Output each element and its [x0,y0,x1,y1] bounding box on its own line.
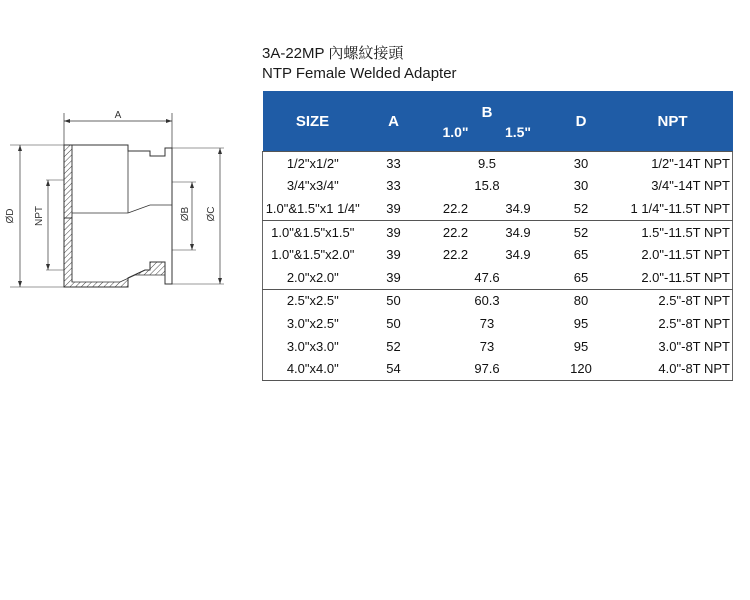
table-row [263,175,733,198]
cell-b-1-0: 22.2 [442,247,469,263]
cell-d: 65 [573,247,589,263]
table-row [263,152,733,175]
cell-size: 1.0"&1.5"x2.0" [271,247,355,263]
table-row [263,357,733,380]
table-row [263,335,733,358]
cell-size: 4.0"x4.0" [263,357,363,380]
product-title-chinese: 3A-22MP 內螺紋接頭 [262,45,404,62]
cell-size: 3/4"x3/4" [286,178,339,194]
cell-a: 39 [363,266,425,289]
cell-b: 60.3 [474,293,500,309]
table-row [263,197,733,220]
cell-npt: 1 1/4"-11.5T NPT [613,197,733,220]
cell-npt: 2.0"-11.5T NPT [613,266,733,289]
adapter-body [64,145,172,287]
cell-size: 3.0"x2.5" [286,315,339,331]
cell-a: 33 [386,178,401,194]
cell-d: 120 [550,357,613,380]
table-row [263,289,733,312]
cell-b-1-5: 34.9 [505,247,531,263]
cell-a: 52 [386,338,401,354]
header-size: SIZE [263,91,363,152]
dimension-b [172,182,196,250]
header-b: B [425,91,550,123]
cell-size: 1.0"&1.5"x1.5" [271,224,355,240]
cell-b: 73 [479,338,495,354]
cell-b-1-0: 22.2 [442,224,469,240]
table-row [263,266,733,289]
cell-a: 54 [363,357,425,380]
header-npt: NPT [613,91,733,152]
cell-b: 73 [479,315,495,331]
cell-npt: 2.0"-11.5T NPT [641,247,730,263]
cell-size: 2.5"x2.5" [286,293,339,309]
label-b: ØB [180,206,191,222]
product-title-english: NTP Female Welded Adapter [262,65,457,82]
dimension-a [64,110,172,148]
header-d: D [550,91,613,152]
cell-size: 1/2"x1/2" [263,152,363,175]
adapter-drawing [0,100,240,300]
spec-table [262,91,733,381]
table-row [263,312,733,335]
cell-npt: 3.0"-8T NPT [658,338,730,354]
title-block [262,44,457,84]
cell-npt: 4.0"-8T NPT [613,357,733,380]
cell-a: 33 [363,152,425,175]
cell-size: 2.0"x2.0" [263,266,363,289]
cell-size: 3.0"x3.0" [286,338,339,354]
cell-a: 39 [386,247,401,263]
cell-d: 52 [573,224,589,240]
cell-npt: 2.5"-8T NPT [658,293,730,309]
cell-b-1-5: 34.9 [487,197,550,220]
cell-d: 95 [573,315,589,331]
cell-npt: 3/4"-14T NPT [651,178,730,194]
table-row [263,220,733,243]
cell-a: 50 [386,315,401,331]
cell-b: 15.8 [474,178,500,194]
cell-npt: 1.5"-11.5T NPT [641,224,730,240]
cell-npt: 2.5"-8T NPT [658,315,730,331]
label-npt: NPT [34,206,45,226]
header-b-1-0: 1.0" [425,123,487,152]
table-row [263,243,733,266]
cell-b-1-5: 34.9 [505,224,531,240]
cell-d: 30 [550,152,613,175]
label-a: A [114,110,122,121]
cell-d: 30 [573,178,589,194]
cell-b: 47.6 [425,266,550,289]
label-d: ØD [5,208,16,224]
cell-size: 1.0"&1.5"x1 1/4" [263,197,363,220]
header-a: A [363,91,425,152]
cell-d: 52 [550,197,613,220]
cell-d: 95 [573,338,589,354]
header-b-1-5: 1.5" [487,123,550,152]
cell-d: 80 [573,293,589,309]
cell-npt: 1/2"-14T NPT [613,152,733,175]
dimension-npt [34,180,64,270]
cell-b: 9.5 [425,152,550,175]
cell-a: 39 [363,197,425,220]
cell-b: 97.6 [425,357,550,380]
label-c: ØC [206,206,217,222]
cell-d: 65 [550,266,613,289]
cell-b-1-0: 22.2 [425,197,487,220]
cell-a: 50 [386,293,401,309]
cell-a: 39 [386,224,401,240]
